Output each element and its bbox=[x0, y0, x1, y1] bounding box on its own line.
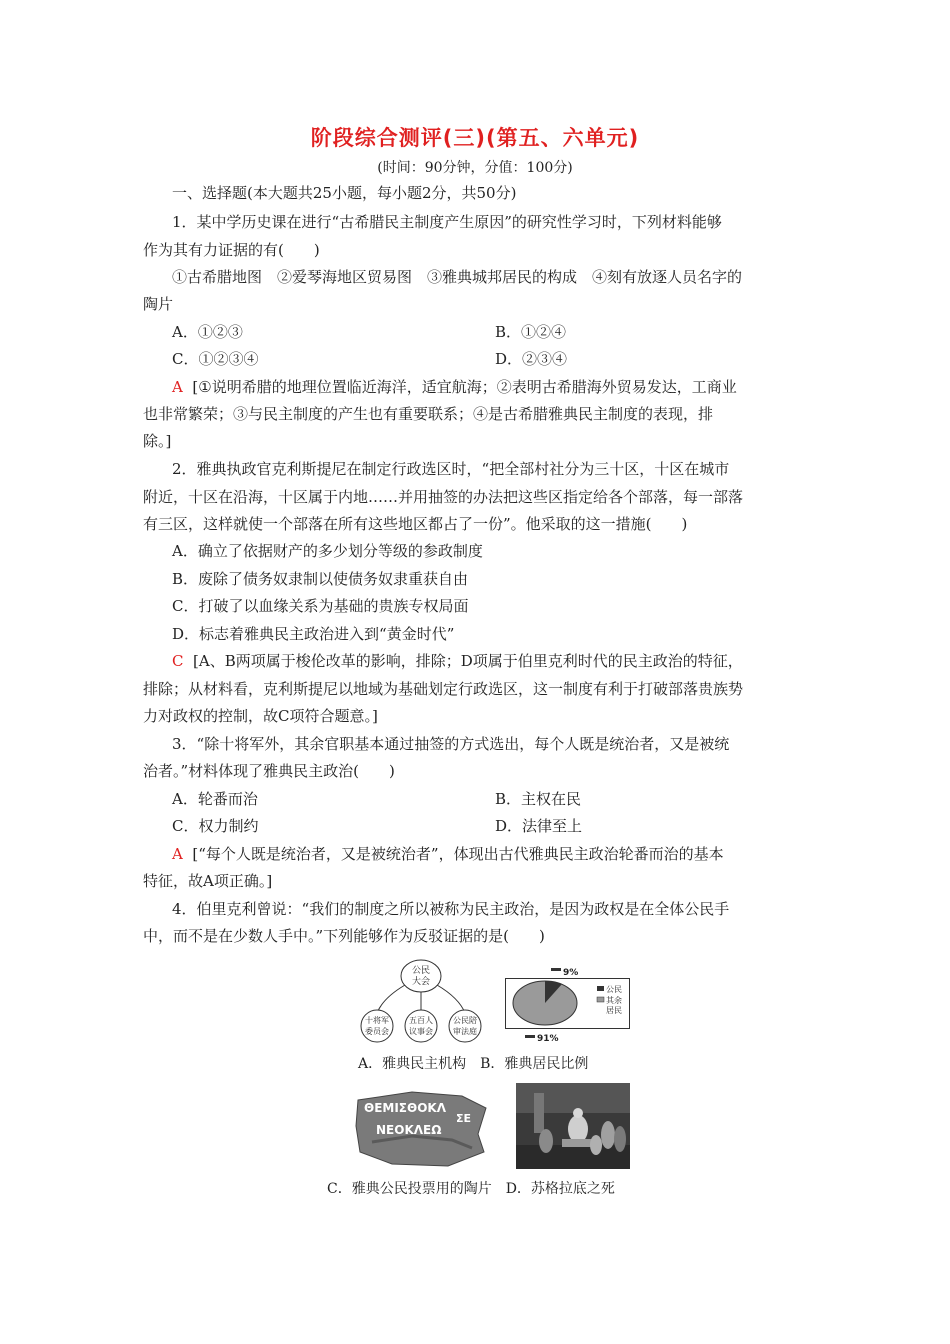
shard-text-2: ΣE bbox=[456, 1112, 472, 1125]
q2-option-a: A．确立了依据财产的多少划分等级的参政制度 bbox=[172, 542, 483, 560]
q3-answer: A bbox=[172, 845, 183, 863]
q3-explanation-line2: 特征，故A项正确。] bbox=[143, 872, 273, 890]
q1-option-c: C．①②③④ bbox=[172, 350, 259, 368]
q2-option-b: B．废除了债务奴隶制以使债务奴隶重获自由 bbox=[172, 570, 469, 588]
figure-socrates-head bbox=[573, 1108, 583, 1118]
painting-column bbox=[534, 1093, 544, 1133]
residents-pie-chart bbox=[505, 966, 633, 1044]
q3-option-d: D．法律至上 bbox=[495, 817, 583, 835]
pct-large-label: 91% bbox=[537, 1034, 559, 1044]
q3-option-c: C．权力制约 bbox=[172, 817, 259, 835]
figure-right-3 bbox=[590, 1135, 602, 1155]
q4-stem-line1: 4．伯里克利曾说：“我们的制度之所以被称为民主政治，是因为政权是在全体公民手 bbox=[172, 900, 730, 918]
court-label-1: 公民陪 bbox=[453, 1016, 477, 1025]
q2-explanation-text: [A、B两项属于梭伦改革的影响，排除；D项属于伯里克利时代的民主政治的特征， bbox=[193, 652, 743, 670]
figure-right-1 bbox=[601, 1121, 615, 1149]
socrates-painting-image bbox=[516, 1083, 630, 1169]
assembly-node bbox=[401, 960, 441, 992]
pct-small-label: 9% bbox=[563, 968, 579, 978]
council-node bbox=[405, 1010, 437, 1042]
q1-items-line2: 陶片 bbox=[143, 295, 174, 313]
legend-label-2a: 其余 bbox=[606, 996, 622, 1005]
section-heading: 一、选择题(本大题共25小题，每小题2分，共50分) bbox=[172, 184, 517, 202]
q3-option-a: A．轮番而治 bbox=[172, 790, 258, 808]
q2-explanation-line3: 力对政权的控制，故C项符合题意。] bbox=[143, 707, 378, 725]
council-label-2: 议事会 bbox=[409, 1027, 433, 1036]
q1-stem-line2: 作为其有力证据的有( ) bbox=[143, 241, 320, 259]
q2-explanation-line1 bbox=[172, 651, 743, 671]
q1-option-d: D．②③④ bbox=[495, 350, 568, 368]
q3-stem-line1: 3．“除十将军外，其余官职基本通过抽签的方式选出，每个人既是统治者，又是被统 bbox=[172, 735, 730, 753]
institutions-diagram bbox=[355, 958, 495, 1044]
legend-swatch-1 bbox=[597, 986, 604, 991]
court-node bbox=[449, 1010, 481, 1042]
q3-option-b: B．主权在民 bbox=[495, 790, 582, 808]
q1-items-line1: ①古希腊地图 ②爱琴海地区贸易图 ③雅典城邦居民的构成 ④刻有放逐人员名字的 bbox=[172, 268, 743, 286]
ostracon-image bbox=[352, 1086, 494, 1170]
arrow-left bbox=[377, 985, 405, 1013]
pct-small-marker bbox=[551, 968, 561, 971]
q1-explanation-text: [①说明希腊的地理位置临近海洋，适宜航海；②表明古希腊海外贸易发达，工商业 bbox=[192, 378, 737, 396]
caption-ab: A．雅典民主机构 B．雅典居民比例 bbox=[358, 1056, 589, 1072]
legend-swatch-2 bbox=[597, 997, 604, 1002]
caption-cd: C．雅典公民投票用的陶片 D．苏格拉底之死 bbox=[327, 1181, 615, 1197]
generals-node bbox=[361, 1010, 393, 1042]
q1-explanation-line1 bbox=[172, 377, 737, 397]
q1-answer: A bbox=[172, 378, 183, 396]
shard-text-3: NEOKΛEΩ bbox=[376, 1123, 442, 1137]
shard-text-1: ΘEMIΣΘOKΛ bbox=[364, 1101, 446, 1115]
q1-explanation-line3: 除。] bbox=[143, 432, 172, 450]
legend-label-2b: 居民 bbox=[606, 1006, 622, 1015]
figure-socrates bbox=[568, 1115, 588, 1143]
court-label-2: 审法庭 bbox=[453, 1027, 477, 1036]
q1-explanation-line2: 也非常繁荣；③与民主制度的产生也有重要联系；④是古希腊雅典民主制度的表现，排 bbox=[143, 405, 714, 423]
q4-stem-line2: 中，而不是在少数人手中。”下列能够作为反驳证据的是( ) bbox=[143, 927, 545, 945]
painting-wall bbox=[516, 1083, 630, 1113]
q2-answer: C bbox=[172, 652, 184, 670]
q2-explanation-line2: 排除；从材料看，克利斯提尼以地域为基础划定行政选区，这一制度有利于打破部落贵族势 bbox=[143, 680, 744, 698]
q3-stem-line2: 治者。”材料体现了雅典民主政治( ) bbox=[143, 762, 395, 780]
q1-option-a: A．①②③ bbox=[172, 323, 243, 341]
q2-stem-line2: 附近，十区在沿海，十区属于内地……并用抽签的办法把这些区指定给各个部落，每一部落 bbox=[143, 488, 744, 506]
q3-explanation-text: [“每个人既是统治者，又是被统治者”，体现出古代雅典民主政治轮番而治的基本 bbox=[192, 845, 724, 863]
assembly-label-1: 公民 bbox=[411, 966, 431, 976]
q1-option-b: B．①②④ bbox=[495, 323, 567, 341]
painting-floor bbox=[516, 1145, 630, 1169]
q2-option-c: C．打破了以血缘关系为基础的贵族专权局面 bbox=[172, 597, 469, 615]
legend-label-1: 公民 bbox=[606, 985, 622, 994]
q1-stem-line1: 1．某中学历史课在进行“古希腊民主制度产生原因”的研究性学习时，下列材料能够 bbox=[172, 213, 722, 231]
assembly-label-2: 大会 bbox=[411, 977, 431, 987]
q3-explanation-line1 bbox=[172, 844, 724, 864]
q2-stem-line3: 有三区，这样就使一个部落在所有这些地区都占了一份”。他采取的这一措施( ) bbox=[143, 515, 688, 533]
pct-large-marker bbox=[525, 1035, 535, 1038]
q2-stem-line1: 2．雅典执政官克利斯提尼在制定行政选区时，“把全部村社分为三十区，十区在城市 bbox=[172, 460, 730, 478]
page-title: 阶段综合测评(三)(第五、六单元) bbox=[310, 126, 640, 150]
council-label-1: 五百人 bbox=[409, 1016, 433, 1025]
arrow-right bbox=[437, 985, 465, 1013]
generals-label-2: 委员会 bbox=[365, 1027, 389, 1036]
q2-option-d: D．标志着雅典民主政治进入到“黄金时代” bbox=[172, 625, 455, 643]
figure-left bbox=[539, 1129, 553, 1153]
generals-label-1: 十将军 bbox=[365, 1016, 389, 1025]
page-subtitle: (时间：90分钟，分值：100分) bbox=[377, 160, 573, 176]
figure-right-2 bbox=[614, 1126, 626, 1152]
